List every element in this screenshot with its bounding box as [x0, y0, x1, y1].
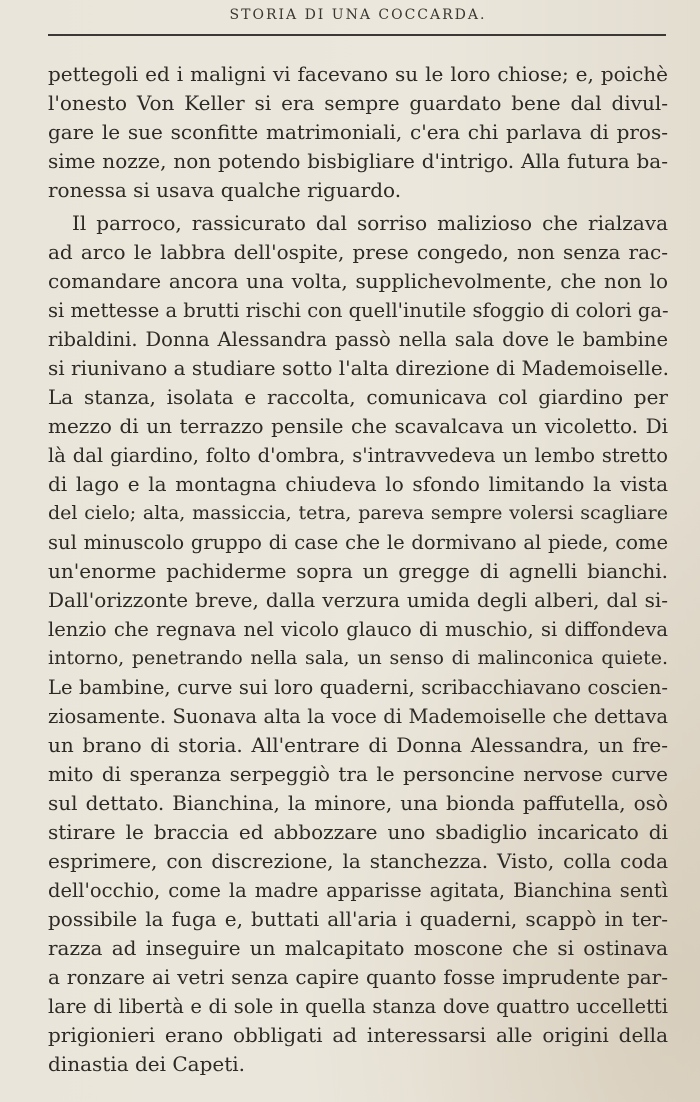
text-line: pettegoli ed i maligni vi facevano su le loro chiose; e, poichè	[48, 62, 668, 86]
text-line: si riunivano a studiare sotto l'alta direzione di Mademoiselle.	[48, 356, 670, 380]
text-line: dell'occhio, come la madre apparisse agitata, Bianchina sentì	[48, 879, 668, 902]
text-line: di lago e la montagna chiudeva lo sfondo limitando la vista	[48, 472, 668, 496]
text-line: lenzio che regnava nel vicolo glauco di muschio, si diffondeva	[48, 618, 668, 641]
text-line: l'onesto Von Keller si era sempre guardato bene dal divul-	[48, 91, 668, 115]
text-line: La stanza, isolata e raccolta, comunicava col giardino per	[48, 385, 668, 409]
body-text	[48, 60, 668, 1079]
text-line: sime nozze, non potendo bisbigliare d'intrigo. Alla futura ba-	[48, 149, 668, 173]
text-line: prigionieri erano obbligati ad interessarsi alle origini della	[48, 1023, 668, 1047]
text-line: un brano di storia. All'entrare di Donna Alessandra, un fre-	[48, 733, 668, 757]
text-line: Il parroco, rassicurato dal sorriso malizioso che rialzava	[72, 211, 668, 235]
text-line: ziosamente. Suonava alta la voce di Mademoiselle che dettava	[48, 705, 668, 728]
text-line: esprimere, con discrezione, la stanchezza. Visto, colla coda	[48, 849, 668, 873]
text-line: dinastia dei Capeti.	[48, 1052, 246, 1076]
text-line: a ronzare ai vetri senza capire quanto fosse imprudente par-	[48, 965, 668, 989]
text-line: gare le sue sconfitte matrimoniali, c'era chi parlava di pros-	[48, 120, 668, 144]
text-line: razza ad inseguire un malcapitato moscone che si ostinava	[48, 936, 668, 960]
text-line: stirare le braccia ed abbozzare uno sbadiglio incaricato di	[48, 820, 668, 844]
text-line: Dall'orizzonte breve, dalla verzura umida degli alberi, dal si-	[48, 588, 668, 612]
text-line: ronessa si usava qualche riguardo.	[48, 178, 402, 202]
text-line: mezzo di un terrazzo pensile che scavalcava un vicoletto. Di	[48, 414, 668, 438]
text-line: sul dettato. Bianchina, la minore, una bionda paffutella, osò	[48, 791, 668, 815]
text-line: si mettesse a brutti rischi con quell'inutile sfoggio di colori ga-	[48, 299, 669, 322]
text-line: Le bambine, curve sui loro quaderni, scribacchiavano coscien-	[48, 676, 668, 699]
running-header: STORIA DI UNA COCCARDA.	[229, 7, 487, 23]
header-rule	[48, 34, 666, 36]
paragraph-2	[48, 209, 668, 1079]
text-line: sul minuscolo gruppo di case che le dormivano al piede, come	[48, 531, 668, 554]
text-line: del cielo; alta, massiccia, tetra, pareva sempre volersi scagliare	[48, 502, 668, 524]
text-line: mito di speranza serpeggiò tra le personcine nervose curve	[48, 762, 668, 786]
text-line: intorno, penetrando nella sala, un senso di malinconica quiete.	[48, 647, 668, 669]
text-line: là dal giardino, folto d'ombra, s'intravvedeva un lembo stretto	[48, 444, 668, 467]
paragraph-1	[48, 60, 668, 205]
text-line: un'enorme pachiderme sopra un gregge di agnelli bianchi.	[48, 559, 668, 583]
text-line: comandare ancora una volta, supplichevolmente, che non lo	[48, 269, 668, 293]
text-line: ad arco le labbra dell'ospite, prese congedo, non senza rac-	[48, 240, 668, 264]
text-line: lare di libertà e di sole in quella stanza dove quattro uccelletti	[48, 995, 668, 1018]
text-line: ribaldini. Donna Alessandra passò nella sala dove le bambine	[48, 328, 668, 351]
text-line: possibile la fuga e, buttati all'aria i quaderni, scappò in ter-	[48, 907, 668, 931]
